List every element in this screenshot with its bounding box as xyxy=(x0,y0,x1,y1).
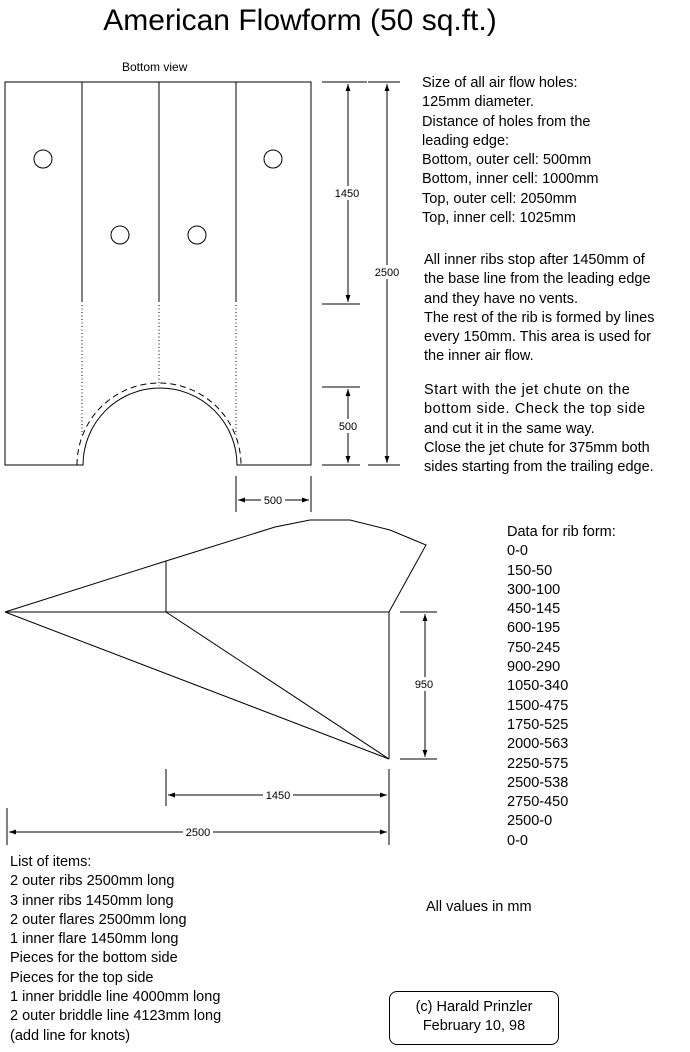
page-title: American Flowform (50 sq.ft.) xyxy=(103,4,497,37)
units-note: All values in mm xyxy=(426,899,532,915)
bottom-view-label: Bottom view xyxy=(122,60,188,74)
holes-info-line: Bottom, outer cell: 500mm xyxy=(422,152,592,169)
rib-form-data xyxy=(507,523,616,851)
item-line: Pieces for the bottom side xyxy=(10,950,178,967)
jet-chute-info xyxy=(424,381,654,477)
holes-info-line: Distance of holes from the xyxy=(422,113,591,130)
dimension-label-500-horizontal: 500 xyxy=(263,495,283,507)
item-line: 2 outer ribs 2500mm long xyxy=(10,873,175,890)
holes-info xyxy=(422,74,599,228)
item-line: 1 inner flare 1450mm long xyxy=(10,931,179,948)
bridle-line-inner xyxy=(166,612,389,759)
ribs-info-line: The rest of the rib is formed by lines xyxy=(424,309,655,326)
holes-info-line: Top, outer cell: 2050mm xyxy=(422,190,577,207)
ribs-info-line: and they have no vents. xyxy=(424,290,578,307)
item-line: 1 inner briddle line 4000mm long xyxy=(10,989,221,1006)
rib-data-point: 300-100 xyxy=(507,581,561,598)
holes-info-line: 125mm diameter. xyxy=(422,94,535,111)
dimension-label-2500-rib: 2500 xyxy=(185,827,211,839)
item-line: Pieces for the top side xyxy=(10,969,154,986)
dimension-label-950: 950 xyxy=(414,679,434,691)
rib-data-point: 450-145 xyxy=(507,601,561,618)
item-line: (add line for knots) xyxy=(10,1027,131,1044)
air-hole-outer-left xyxy=(34,150,52,168)
dimension-label-500-vertical: 500 xyxy=(338,421,358,433)
item-line: 2 outer flares 2500mm long xyxy=(10,911,187,928)
jet-info-line: bottom side. Check the top side xyxy=(424,401,646,418)
rib-data-point: 1050-340 xyxy=(507,678,569,695)
dimension-label-2500-bottom: 2500 xyxy=(374,267,400,279)
copyright-author: (c) Harald Prinzler xyxy=(415,999,533,1015)
rib-data-point: 2250-575 xyxy=(507,755,569,772)
ribs-info xyxy=(424,251,655,367)
bottom-view-drawing xyxy=(5,82,311,465)
jet-info-line: and cut it in the same way. xyxy=(424,420,595,437)
bridle-line-outer xyxy=(5,612,389,759)
jet-chute-dashed-outline xyxy=(77,383,241,465)
jet-info-line: Close the jet chute for 375mm both xyxy=(424,439,650,456)
rib-data-point: 2750-450 xyxy=(507,794,569,811)
rib-data-point: 900-290 xyxy=(507,659,561,676)
holes-info-line: leading edge: xyxy=(422,132,510,149)
air-hole-outer-right xyxy=(264,150,282,168)
rib-data-point: 150-50 xyxy=(507,562,553,579)
air-hole-inner-left xyxy=(111,226,129,244)
rib-data-point: 1500-475 xyxy=(507,697,569,714)
copyright-date: February 10, 98 xyxy=(422,1018,526,1034)
jet-info-line: sides starting from the trailing edge. xyxy=(424,459,654,476)
holes-info-line: Size of all air flow holes: xyxy=(422,75,578,91)
rib-drawing xyxy=(5,520,426,759)
rib-data-heading: Data for rib form: xyxy=(507,524,616,540)
items-list xyxy=(10,853,221,1046)
holes-info-line: Bottom, inner cell: 1000mm xyxy=(422,171,599,188)
rib-profile xyxy=(5,520,426,612)
copyright-box xyxy=(389,991,559,1045)
ribs-info-line: the base line from the leading edge xyxy=(424,271,651,288)
rib-data-point: 2000-563 xyxy=(507,736,569,753)
item-line: 2 outer briddle line 4123mm long xyxy=(10,1008,222,1025)
rib-data-point: 0-0 xyxy=(507,832,528,849)
rib-data-point: 1750-525 xyxy=(507,716,569,733)
rib-data-point: 750-245 xyxy=(507,639,561,656)
outline xyxy=(5,82,311,465)
air-hole-inner-right xyxy=(188,226,206,244)
ribs-info-line: All inner ribs stop after 1450mm of xyxy=(424,252,645,268)
items-heading: List of items: xyxy=(10,854,92,870)
ribs-info-line: the inner air flow. xyxy=(424,348,534,365)
dimension-label-1450-bottom: 1450 xyxy=(334,188,360,200)
jet-info-line: Start with the jet chute on the xyxy=(424,382,631,398)
rib-data-point: 2500-0 xyxy=(507,813,553,830)
rib-data-point: 2500-538 xyxy=(507,774,569,791)
rib-dimensions xyxy=(7,612,437,845)
item-line: 3 inner ribs 1450mm long xyxy=(10,892,174,909)
rib-data-point: 600-195 xyxy=(507,620,561,637)
holes-info-line: Top, inner cell: 1025mm xyxy=(422,210,576,227)
dimension-label-1450-rib: 1450 xyxy=(265,790,291,802)
bottom-view-dimensions xyxy=(236,82,400,512)
rib-data-point: 0-0 xyxy=(507,543,528,560)
ribs-info-line: every 150mm. This area is used for xyxy=(424,329,651,346)
